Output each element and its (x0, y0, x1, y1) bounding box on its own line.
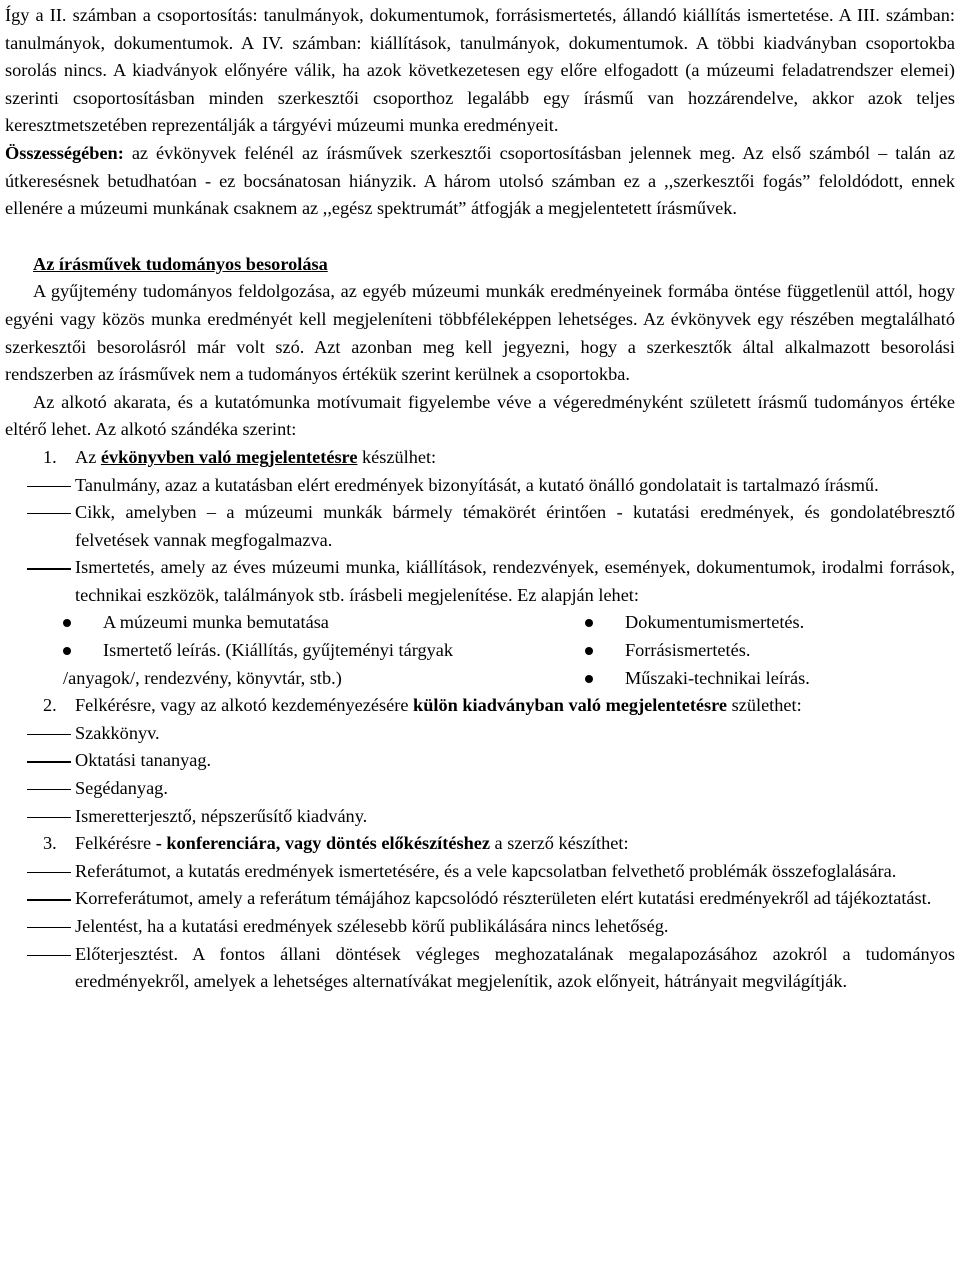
bullet-item (63, 637, 453, 692)
dash-list-item (5, 941, 955, 996)
dash-marker (27, 486, 71, 487)
dash-marker (27, 955, 71, 956)
dash-marker (27, 761, 71, 762)
section-paragraph-2: Az alkotó akarata, és a kutatómunka motívumait figyelembe véve a végeredményként született írásmű tudományos értéke eltérő lehet. Az alkotó szándéka szerint: (5, 391, 955, 440)
dash-list-item (5, 885, 955, 913)
dash-item-text: Jelentést, ha a kutatási eredmények szélesebb körű publikálására nincs lehetőség. (75, 916, 669, 936)
item-number: 3. (43, 833, 57, 854)
bullet-dot-icon (585, 619, 593, 627)
summary-text: az évkönyvek felénél az írásművek szerkesztői csoportosításban jelennek meg. Az első számból – talán az útkeresésnek betudhatóan - ez bocsánatosan hiányzik. A három utolsó számban ez a ,,szerkesztői fogás” feloldódott, ennek ellenére a múzeumi munkának csaknem az ,,egész spektrumát” átfogják a megjelentetett írásművek. (5, 142, 955, 219)
intro-paragraph-1: Így a II. számban a csoportosítás: tanulmányok, dokumentumok, forrásismertetés, állandó kiállítás ismertetése. A III. számban: tanulmányok, dokumentumok. A IV. számban: kiállítások, tanulmányok, dokumentumok. A többi kiadványban csoportokba sorolás nincs. A kiadványok előnyére válik, ha azok következetesen egy előre elfogadott (a múzeumi feladatrendszer elemei) szerinti csoportosításban minden szerkesztői csoporthoz legalább egy írásmű van hozzárendelve, akkor azok teljes keresztmetszetében reprezentálják a tárgyévi múzeumi munka eredményeit. (5, 5, 955, 136)
item-emphasis: évkönyvben való megjelentetésre (100, 446, 358, 467)
section-heading: Az írásművek tudományos besorolása (33, 253, 328, 274)
bullet-text: Forrásismertetés. (625, 640, 751, 661)
bullet-dot-icon (63, 647, 71, 655)
intro-paragraph-2 (5, 140, 955, 223)
dash-item-text: Előterjesztést. A fontos állani döntések végleges meghozatalának megalapozásához azokról a tudományos eredményekről, amelyek a lehetséges alternatívákat megjelenítik, azok előnyeit, hátrányait megvilágítják. (75, 943, 955, 992)
dash-marker (27, 872, 71, 873)
item-text-pre: Felkérésre (75, 833, 156, 854)
item-number: 2. (43, 695, 57, 716)
dash-item-text: Ismertetés, amely az éves múzeumi munka, kiállítások, rendezvények, események, dokumentumok, irodalmi források, technikai eszközök, találmányok stb. írásbeli megjelenítése. Ez alapján lehet: (75, 557, 955, 605)
dash-list-item (5, 720, 955, 748)
item-emphasis: - konferenciára, vagy döntés előkészítéshez (155, 833, 490, 854)
dash-marker (27, 568, 71, 569)
dash-item-text: Szakkönyv. (75, 722, 160, 743)
dash-marker (27, 899, 71, 900)
dash-list-item (5, 747, 955, 775)
dash-item-text: Korreferátumot, amely a referátum témájához kapcsolódó részterületen elért kutatási eredményekről ad tájékoztatást. (75, 888, 932, 909)
dash-list-item (5, 913, 955, 941)
bullet-dot-icon (585, 675, 593, 683)
dash-item-text: Ismeretterjesztő, népszerűsítő kiadvány. (75, 805, 368, 826)
item-text-post: készülhet: (357, 446, 437, 467)
bullet-item (585, 637, 945, 665)
bullet-columns (5, 609, 955, 692)
dash-marker (27, 513, 71, 514)
bullet-item (63, 609, 453, 637)
item-text-pre: Felkérésre, vagy az alkotó kezdeményezésére (75, 695, 414, 716)
dash-item-text: Cikk, amelyben – a múzeumi munkák bármely témakörét érintően - kutatási eredmények, és gondolatébresztő felvetések vannak megfogalmazva. (75, 502, 955, 550)
item-emphasis: külön kiadványban való megjelentetésre (413, 695, 728, 716)
dash-list-item (5, 499, 955, 554)
dash-list-item (5, 803, 955, 831)
dash-item-text: Oktatási tananyag. (75, 750, 212, 771)
item-text-pre: Az (75, 446, 101, 467)
bullet-text: A múzeumi munka bemutatása (103, 612, 329, 633)
bullet-item (585, 609, 945, 637)
dash-item-text: Segédanyag. (75, 778, 168, 799)
dash-marker (27, 789, 71, 790)
bullet-text: Dokumentumismertetés. (625, 612, 805, 633)
item-text-post: születhet: (727, 695, 802, 716)
bullet-column-right (585, 609, 945, 692)
dash-item-text: Tanulmány, azaz a kutatásban elért eredmények bizonyítását, a kutató önálló gondolatait is tartalmazó írásmű. (75, 474, 879, 495)
dash-list-item (5, 858, 955, 886)
numbered-item-2 (5, 692, 955, 720)
numbered-item-1 (5, 444, 955, 472)
item-number: 1. (43, 446, 57, 467)
dash-list-item (5, 775, 955, 803)
dash-item-text: Referátumot, a kutatás eredmények ismertetésére, és a vele kapcsolatban felvethető problémák összefoglalására. (75, 860, 897, 881)
item-text-post: a szerző készíthet: (489, 833, 629, 854)
bullet-dot-icon (63, 619, 71, 627)
section-paragraph-1: A gyűjtemény tudományos feldolgozása, az egyéb múzeumi munkák eredményeinek formába öntése függetlenül attól, hogy egyéni vagy közös munka eredményét kell megjeleníteni többféleképpen lehetséges. Az évkönyvek egy részében megtalálható szerkesztői besorolásról már volt szó. Azt azonban meg kell jegyezni, hogy a szerkesztők által alkalmazott besorolási rendszerben az írásművek nem a tudományos értékük szerint kerülnek a csoportokba. (5, 281, 955, 385)
bullet-text: Ismertető leírás. (Kiállítás, gyűjteményi tárgyak /anyagok/, rendezvény, könyvtár, stb.) (63, 640, 453, 688)
summary-label: Összességében: (5, 142, 124, 163)
dash-marker (27, 817, 71, 818)
dash-list-item (5, 554, 955, 609)
bullet-text: Műszaki-technikai leírás. (625, 667, 810, 688)
dash-marker (27, 734, 71, 735)
dash-marker (27, 927, 71, 928)
bullet-dot-icon (585, 647, 593, 655)
spacer (5, 223, 955, 251)
bullet-column-left (63, 609, 453, 692)
numbered-item-3 (5, 830, 955, 858)
bullet-item (585, 665, 945, 693)
dash-list-item (5, 472, 955, 500)
